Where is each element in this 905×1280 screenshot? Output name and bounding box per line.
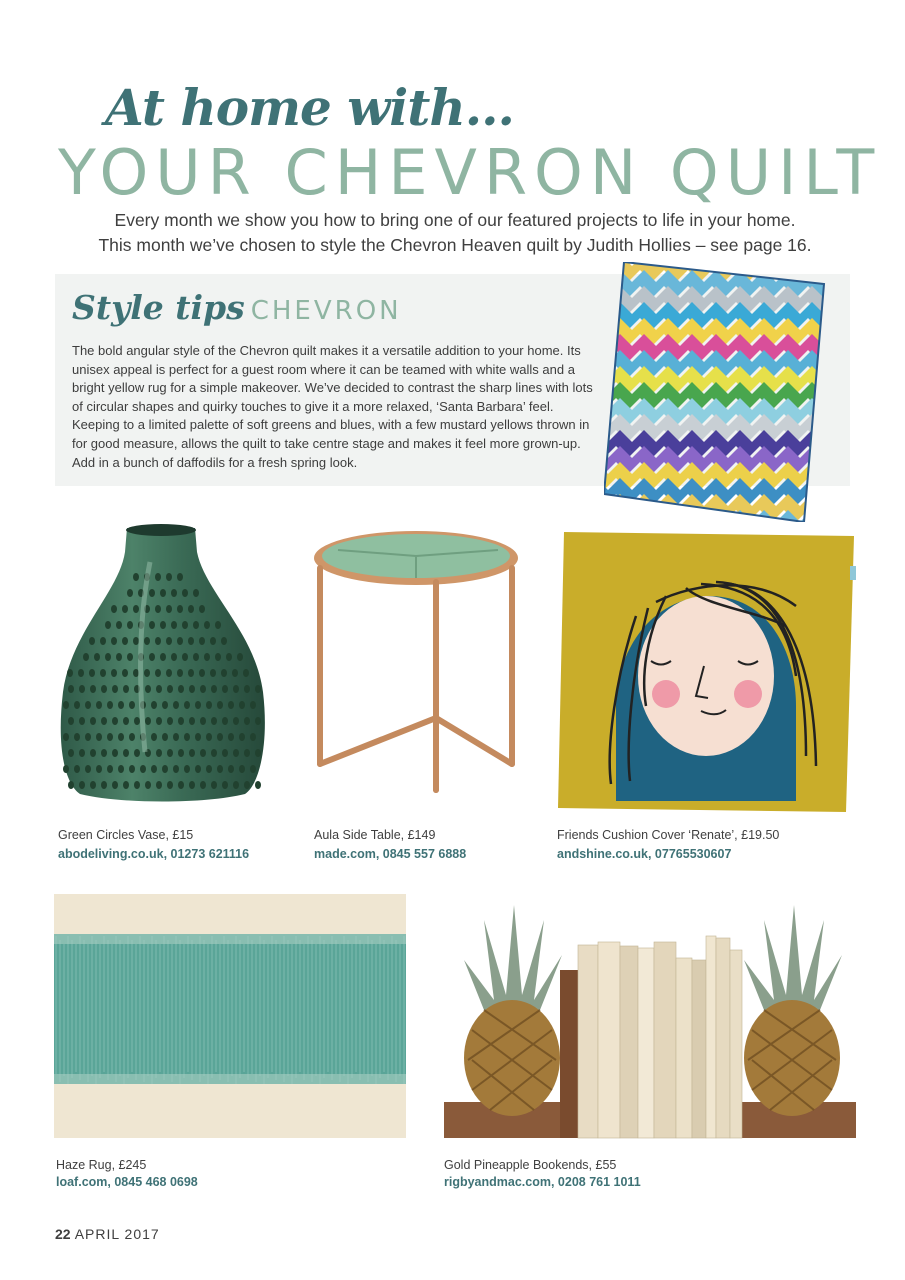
cushion-link[interactable]: andshine.co.uk, 07765530607 [557, 847, 732, 861]
rug-link[interactable]: loaf.com, 0845 468 0698 [56, 1175, 198, 1189]
table-name: Aula Side Table, £149 [314, 828, 436, 842]
bookends-name: Gold Pineapple Bookends, £55 [444, 1158, 617, 1172]
style-tips-script: Style tips [72, 288, 245, 327]
side-table-image [308, 528, 523, 796]
cushion-image [556, 526, 860, 818]
pineapple-bookends-image [444, 900, 856, 1142]
table-link[interactable]: made.com, 0845 557 6888 [314, 847, 467, 861]
vase-name: Green Circles Vase, £15 [58, 828, 194, 842]
haze-rug-image [54, 894, 406, 1138]
page-number: 22 [55, 1226, 71, 1242]
chevron-quilt-image [604, 262, 826, 522]
green-vase-image [55, 522, 270, 807]
intro-line-1: Every month we show you how to bring one of our featured projects to life in your home. [114, 210, 796, 230]
style-tips-body: The bold angular style of the Chevron quilt makes it a versatile addition to your home. Its unisex appeal is perfect for a guest room where it can be teamed with white walls and a bright yellow rug for a simple makeover. We’ve decided to contrast the sharp lines with lots of circular shapes and quirky touches to give it a more relaxed, ‘Santa Barbara’ feel. Keeping to a limited palette of soft greens and blues, with a few mustard yellows thrown in for good measure, allows the quilt to take centre stage and makes it feel more grown-up. Add in a bunch of daffodils for a fresh spring look. [72, 343, 593, 470]
style-tips-caps: CHEVRON [250, 296, 402, 326]
style-tips-heading [72, 288, 402, 327]
intro-line-2: This month we’ve chosen to style the Chevron Heaven quilt by Judith Hollies – see page 16. [98, 235, 812, 255]
issue-date: APRIL 2017 [74, 1226, 160, 1242]
rug-name: Haze Rug, £245 [56, 1158, 147, 1172]
vase-link[interactable]: abodeliving.co.uk, 01273 621116 [58, 847, 250, 861]
page-title: YOUR CHEVRON QUILT [58, 136, 882, 209]
page-footer [55, 1226, 160, 1242]
kicker-heading: At home with... [105, 78, 514, 137]
cushion-name: Friends Cushion Cover ‘Renate’, £19.50 [557, 828, 780, 842]
bookends-link[interactable]: rigbyandmac.com, 0208 761 1011 [444, 1175, 641, 1189]
